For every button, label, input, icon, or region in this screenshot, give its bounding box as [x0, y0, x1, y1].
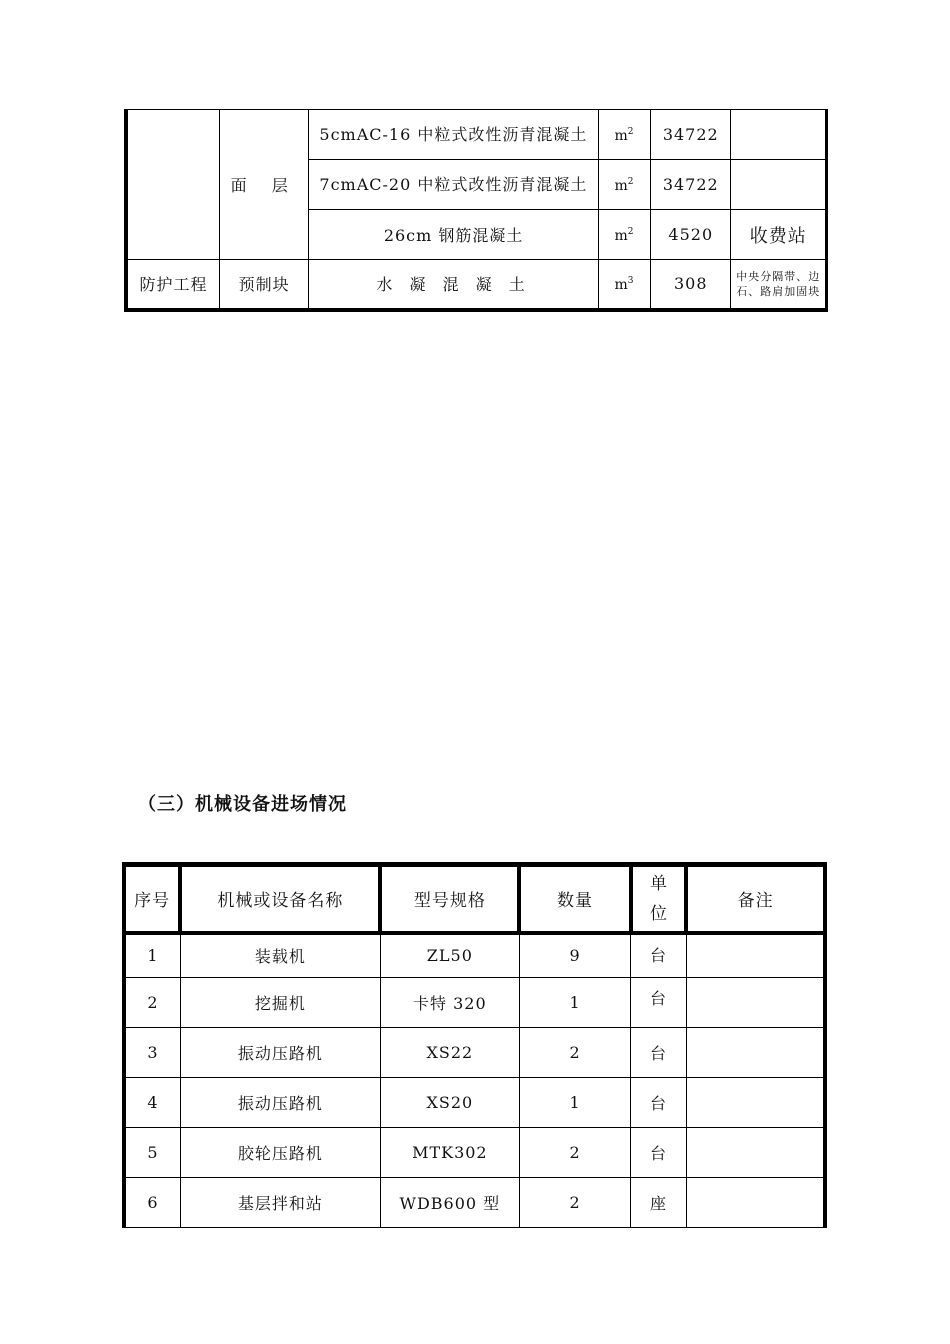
row-note: [686, 1178, 825, 1228]
row-no: 4: [124, 1078, 180, 1128]
row-no: 6: [124, 1178, 180, 1228]
material-desc: 水 凝 混 凝 土: [309, 260, 598, 310]
row-note: [686, 933, 825, 978]
row-name: 挖掘机: [180, 978, 380, 1028]
table-row: [124, 1128, 825, 1178]
unit-cell: [598, 260, 650, 310]
material-desc: 5cmAC-16 中粒式改性沥青混凝土: [309, 110, 598, 160]
row-model: WDB600 型: [380, 1178, 519, 1228]
quantity-cell: 308: [651, 260, 731, 310]
table-row: [126, 260, 827, 310]
row-qty: 2: [519, 1178, 631, 1228]
table-row: [124, 1078, 825, 1128]
quantity-cell: 34722: [651, 110, 731, 160]
unit-cell: [598, 160, 650, 210]
row-note: [686, 1128, 825, 1178]
note-cell: [731, 110, 827, 160]
table-row: [124, 978, 825, 1028]
row-name: 基层拌和站: [180, 1178, 380, 1228]
row-model: XS22: [380, 1028, 519, 1078]
row-no: 1: [124, 933, 180, 978]
unit-cell: [598, 110, 650, 160]
unit-base: m: [614, 178, 628, 194]
row-unit: 台: [631, 933, 686, 978]
row-qty: 2: [519, 1028, 631, 1078]
row-name: 胶轮压路机: [180, 1128, 380, 1178]
header-qty: 数量: [519, 865, 631, 933]
header-name: 机械或设备名称: [180, 865, 380, 933]
subcategory-cell: 预制块: [219, 260, 308, 310]
table-row: [126, 110, 827, 160]
row-model: XS20: [380, 1078, 519, 1128]
row-qty: 9: [519, 933, 631, 978]
header-unit: 单位: [631, 865, 686, 933]
unit-base: m: [614, 228, 628, 244]
header-no: 序号: [124, 865, 180, 933]
row-model: ZL50: [380, 933, 519, 978]
table-row: [124, 1028, 825, 1078]
table-row: [124, 933, 825, 978]
row-note: [686, 978, 825, 1028]
row-note: [686, 1028, 825, 1078]
note-cell: 中央分隔带、边石、路肩加固块: [731, 260, 827, 310]
row-name: 振动压路机: [180, 1028, 380, 1078]
row-model: 卡特 320: [380, 978, 519, 1028]
row-note: [686, 1078, 825, 1128]
row-no: 3: [124, 1028, 180, 1078]
unit-base: m: [614, 277, 628, 294]
header-model: 型号规格: [380, 865, 519, 933]
table-row: [124, 1178, 825, 1228]
category-cell: 防护工程: [126, 260, 219, 310]
unit-exp: 2: [627, 127, 635, 137]
category-cell: [126, 110, 219, 260]
materials-table: [124, 109, 828, 312]
row-qty: 1: [519, 978, 631, 1028]
row-no: 2: [124, 978, 180, 1028]
unit-exp: 2: [627, 227, 635, 237]
quantity-cell: 34722: [651, 160, 731, 210]
row-unit: 台: [631, 1078, 686, 1128]
row-name: 振动压路机: [180, 1078, 380, 1128]
row-unit: 台: [631, 1128, 686, 1178]
row-no: 5: [124, 1128, 180, 1178]
header-note: 备注: [686, 865, 825, 933]
header-row: [124, 865, 825, 933]
row-name: 装载机: [180, 933, 380, 978]
unit-exp: 3: [627, 276, 635, 287]
row-unit: 台: [631, 978, 686, 1028]
note-cell: [731, 160, 827, 210]
unit-cell: [598, 210, 650, 260]
row-unit: 台: [631, 1028, 686, 1078]
row-qty: 1: [519, 1078, 631, 1128]
quantity-cell: 4520: [651, 210, 731, 260]
unit-exp: 2: [627, 177, 635, 187]
section-heading: （三）机械设备进场情况: [138, 794, 347, 815]
unit-base: m: [614, 128, 628, 144]
material-desc: 7cmAC-20 中粒式改性沥青混凝土: [309, 160, 598, 210]
equipment-table: [122, 862, 827, 1228]
subcategory-cell: 面 层: [219, 110, 308, 260]
row-qty: 2: [519, 1128, 631, 1178]
material-desc: 26cm 钢筋混凝土: [309, 210, 598, 260]
row-model: MTK302: [380, 1128, 519, 1178]
note-cell: 收费站: [731, 210, 827, 260]
row-unit: 座: [631, 1178, 686, 1228]
